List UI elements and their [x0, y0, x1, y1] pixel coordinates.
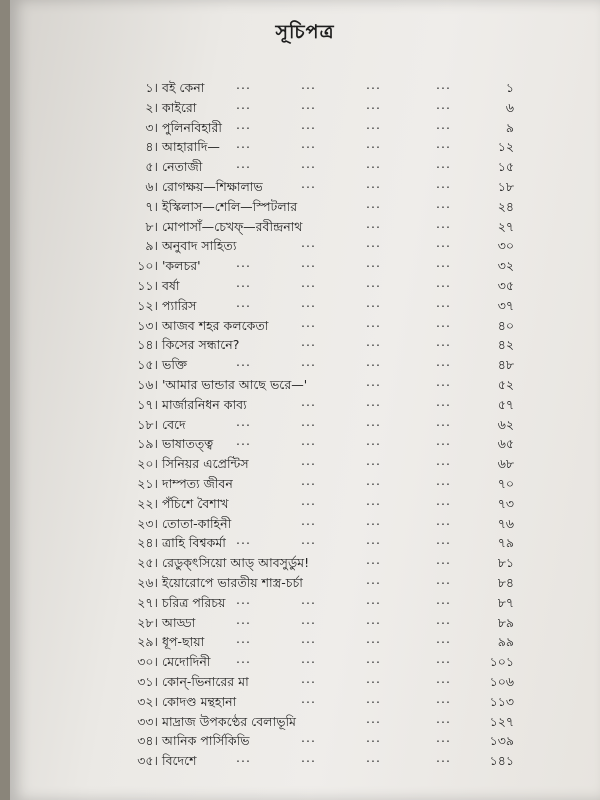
dot-leader-segment: ...	[436, 453, 451, 469]
dot-leader-segment: ...	[436, 651, 451, 667]
dot-leader-segment: ...	[436, 235, 451, 251]
toc-entry-title: চরিত্র পরিচয়	[162, 594, 226, 610]
toc-entry-number: ৬।	[145, 178, 158, 194]
toc-entry-page: ৯	[505, 119, 514, 135]
toc-entry	[116, 553, 514, 573]
toc-entry	[116, 197, 514, 217]
toc-entry-page: ১১৩	[489, 693, 514, 709]
dot-leader	[116, 573, 476, 593]
dot-leader-segment: ...	[366, 136, 381, 152]
dot-leader-segment: ...	[236, 532, 251, 548]
dot-leader-segment: ...	[436, 334, 451, 350]
dot-leader-segment: ...	[366, 611, 381, 627]
toc-entry-title: 'কলচর'	[162, 258, 201, 274]
toc-entry-number: ৭।	[145, 198, 158, 214]
toc-entry-number: ১৭।	[137, 396, 158, 412]
dot-leader-segment: ...	[436, 571, 451, 587]
toc-entry-number: ১৯।	[137, 436, 158, 452]
dot-leader	[116, 692, 476, 712]
dot-leader	[116, 652, 476, 672]
dot-leader-segment: ...	[436, 96, 451, 112]
dot-leader-segment: ...	[366, 255, 381, 271]
toc-entry-number: ৮।	[145, 218, 158, 234]
dot-leader-segment: ...	[236, 156, 251, 172]
dot-leader-segment: ...	[436, 156, 451, 172]
toc-entry-title: বিদেশে	[162, 753, 197, 769]
dot-leader-segment: ...	[366, 532, 381, 548]
toc-entry	[116, 692, 514, 712]
toc-entry-page: ৮১	[497, 555, 514, 571]
dot-leader-segment: ...	[366, 750, 381, 766]
dot-leader-segment: ...	[301, 136, 316, 152]
dot-leader-segment: ...	[436, 552, 451, 568]
dot-leader-segment: ...	[301, 730, 316, 746]
dot-leader-segment: ...	[366, 314, 381, 330]
toc-entry-number: ২০।	[137, 456, 158, 472]
dot-leader-segment: ...	[366, 512, 381, 528]
dot-leader-segment: ...	[366, 195, 381, 211]
dot-leader-segment: ...	[301, 156, 316, 172]
dot-leader-segment: ...	[366, 651, 381, 667]
toc-entry-page: ৪০	[497, 317, 514, 333]
dot-leader	[116, 672, 476, 692]
dot-leader-segment: ...	[301, 314, 316, 330]
dot-leader-segment: ...	[366, 552, 381, 568]
dot-leader-segment: ...	[236, 274, 251, 290]
dot-leader	[116, 177, 476, 197]
dot-leader-segment: ...	[366, 433, 381, 449]
dot-leader-segment: ...	[436, 710, 451, 726]
dot-leader	[116, 731, 476, 751]
dot-leader-segment: ...	[301, 690, 316, 706]
toc-entry-title: অনুবাদ সাহিত্য	[162, 238, 237, 254]
dot-leader-segment: ...	[436, 255, 451, 271]
dot-leader-segment: ...	[236, 631, 251, 647]
toc-entry-page: ১০১	[489, 654, 514, 670]
toc-entry-title: ধূপ-ছায়া	[162, 634, 205, 650]
dot-leader-segment: ...	[236, 611, 251, 627]
toc-entry-title: আনিক পার্সিকিভি	[162, 733, 250, 749]
dot-leader-segment: ...	[436, 136, 451, 152]
dot-leader-segment: ...	[366, 472, 381, 488]
dot-leader-segment: ...	[366, 393, 381, 409]
toc-entry-title: বই কেনা	[162, 80, 205, 95]
toc-entry-number: ১৩।	[137, 317, 158, 333]
dot-leader-segment: ...	[236, 433, 251, 449]
toc-entry-title: সিনিয়র এপ্রেন্টিস	[162, 456, 249, 472]
dot-leader-segment: ...	[436, 492, 451, 508]
dot-leader	[116, 415, 476, 435]
toc-entry-number: ১৬।	[137, 376, 158, 392]
dot-leader-segment: ...	[301, 255, 316, 271]
dot-leader-segment: ...	[436, 631, 451, 647]
dot-leader	[116, 335, 476, 355]
dot-leader-segment: ...	[366, 116, 381, 132]
dot-leader	[116, 197, 476, 217]
toc-entry-page: ১২	[497, 139, 514, 155]
toc-entry-number: ৯।	[145, 238, 158, 254]
dot-leader	[116, 434, 476, 454]
toc-entry-number: ১১।	[137, 277, 158, 293]
dot-leader	[116, 494, 476, 514]
dot-leader-segment: ...	[436, 512, 451, 528]
dot-leader-segment: ...	[436, 175, 451, 191]
dot-leader-segment: ...	[301, 413, 316, 429]
dot-leader-segment: ...	[436, 294, 451, 310]
toc-entry-page: ১৪১	[489, 753, 514, 769]
dot-leader	[116, 98, 476, 118]
toc-entry-title: রোগক্ষয়—শিক্ষালাভ	[162, 178, 263, 194]
dot-leader-segment: ...	[366, 453, 381, 469]
toc-entry-title: আড্ডা	[162, 614, 196, 630]
toc-entry-page: ৩৫	[497, 277, 514, 293]
toc-entry	[116, 751, 514, 771]
table-of-contents	[116, 78, 514, 771]
dot-leader	[116, 296, 476, 316]
toc-entry-number: ১৪।	[137, 337, 158, 353]
dot-leader-segment: ...	[436, 373, 451, 389]
toc-entry-page: ৬২	[497, 416, 514, 432]
dot-leader-segment: ...	[436, 611, 451, 627]
dot-leader-segment: ...	[366, 571, 381, 587]
toc-entry-page: ৬৫	[497, 436, 514, 452]
toc-entry	[116, 177, 514, 197]
dot-leader-segment: ...	[236, 255, 251, 271]
toc-entry-number: ৩৩।	[137, 713, 158, 729]
dot-leader	[116, 118, 476, 138]
dot-leader	[116, 375, 476, 395]
toc-entry	[116, 355, 514, 375]
dot-leader-segment: ...	[366, 413, 381, 429]
dot-leader-segment: ...	[301, 512, 316, 528]
toc-entry-number: ১২।	[137, 297, 158, 313]
dot-leader	[116, 454, 476, 474]
dot-leader-segment: ...	[436, 730, 451, 746]
toc-entry-number: ২৮।	[137, 614, 158, 630]
dot-leader	[116, 533, 476, 553]
dot-leader-segment: ...	[236, 96, 251, 112]
toc-entry-title: ভাষাতত্ত্ব	[162, 436, 214, 452]
dot-leader-segment: ...	[436, 690, 451, 706]
dot-leader-segment: ...	[366, 156, 381, 172]
dot-leader-segment: ...	[366, 710, 381, 726]
toc-entry-title: কোদণ্ড মন্থহানা	[162, 693, 237, 709]
dot-leader-segment: ...	[301, 750, 316, 766]
toc-entry-number: ২।	[145, 99, 158, 115]
toc-entry-page: ২৪	[497, 198, 514, 214]
toc-entry-title: কাইরো	[162, 99, 197, 115]
toc-entry-title: পঁচিশে বৈশাখ	[162, 495, 229, 511]
toc-entry-title: মেদোদিনী	[162, 654, 211, 670]
dot-leader-segment: ...	[436, 274, 451, 290]
toc-entry-title: প্যারিস	[162, 297, 197, 313]
toc-entry-page: ৭৯	[497, 535, 514, 551]
dot-leader	[116, 355, 476, 375]
dot-leader	[116, 78, 476, 98]
toc-entry-number: ২২।	[137, 495, 158, 511]
dot-leader-segment: ...	[436, 670, 451, 686]
toc-entry-number: ২৭।	[137, 594, 158, 610]
dot-leader-segment: ...	[436, 750, 451, 766]
dot-leader-segment: ...	[236, 116, 251, 132]
toc-entry-page: ৮৯	[497, 614, 514, 630]
toc-entry-title: 'আমার ভান্ডার আছে ভরে—'	[162, 376, 308, 392]
dot-leader-segment: ...	[301, 354, 316, 370]
toc-entry-title: পুলিনবিহারী	[162, 119, 223, 135]
dot-leader-segment: ...	[436, 354, 451, 370]
dot-leader	[116, 157, 476, 177]
toc-entry-number: ১৫।	[137, 357, 158, 373]
dot-leader-segment: ...	[301, 611, 316, 627]
toc-entry-number: ৩।	[145, 119, 158, 135]
dot-leader-segment: ...	[236, 354, 251, 370]
toc-entry-page: ৩২	[497, 258, 514, 274]
toc-entry-title: ইয়োরোপে ভারতীয় শাস্ত্র-চর্চা	[162, 574, 303, 590]
toc-entry-title: আজব শহর কলকেতা	[162, 317, 269, 333]
dot-leader	[116, 632, 476, 652]
dot-leader-segment: ...	[366, 492, 381, 508]
dot-leader	[116, 751, 476, 771]
dot-leader-segment: ...	[436, 591, 451, 607]
dot-leader-segment: ...	[301, 116, 316, 132]
toc-entry-page: ৭০	[497, 475, 514, 491]
dot-leader-segment: ...	[436, 215, 451, 231]
toc-entry-page: ৭৬	[497, 515, 514, 531]
dot-leader-segment: ...	[366, 294, 381, 310]
toc-entry-number: ৩৫।	[137, 753, 158, 769]
toc-entry-page: ১	[505, 80, 514, 95]
dot-leader-segment: ...	[301, 294, 316, 310]
dot-leader-segment: ...	[236, 591, 251, 607]
dot-leader-segment: ...	[366, 631, 381, 647]
dot-leader-segment: ...	[436, 77, 451, 92]
toc-entry-number: ১৮।	[137, 416, 158, 432]
toc-entry-number: ২৯।	[137, 634, 158, 650]
dot-leader-segment: ...	[236, 750, 251, 766]
toc-entry-page: ১৩৯	[489, 733, 514, 749]
toc-entry-number: ২৫।	[137, 555, 158, 571]
dot-leader-segment: ...	[301, 393, 316, 409]
dot-leader-segment: ...	[301, 334, 316, 350]
toc-entry-title: তোতা-কাহিনী	[162, 515, 232, 531]
dot-leader	[116, 712, 476, 732]
toc-entry-number: ৩০।	[137, 654, 158, 670]
toc-entry-page: ৩০	[497, 238, 514, 254]
toc-entry-page: ৬৮	[497, 456, 514, 472]
dot-leader	[116, 395, 476, 415]
toc-entry-number: ৪।	[145, 139, 158, 155]
dot-leader-segment: ...	[366, 215, 381, 231]
toc-entry-title: বেদে	[162, 416, 186, 432]
dot-leader	[116, 217, 476, 237]
dot-leader-segment: ...	[301, 77, 316, 92]
toc-entry-page: ৪২	[497, 337, 514, 353]
dot-leader-segment: ...	[301, 274, 316, 290]
dot-leader-segment: ...	[301, 532, 316, 548]
toc-entry-title: ত্রাহি বিশ্বকর্মা	[162, 535, 226, 551]
dot-leader-segment: ...	[236, 77, 251, 92]
dot-leader	[116, 316, 476, 336]
dot-leader-segment: ...	[366, 235, 381, 251]
dot-leader-segment: ...	[301, 591, 316, 607]
toc-entry-number: ২৩।	[137, 515, 158, 531]
toc-entry-title: ভক্তি	[162, 357, 188, 373]
dot-leader-segment: ...	[301, 96, 316, 112]
toc-entry-title: মোপাসাঁ—চেখফ্—রবীন্দ্রনাথ	[162, 218, 303, 234]
dot-leader-segment: ...	[436, 472, 451, 488]
dot-leader	[116, 236, 476, 256]
toc-entry-title: মার্জারনিধন কাব্য	[162, 396, 247, 412]
toc-entry-page: ৬	[505, 99, 514, 115]
dot-leader-segment: ...	[366, 591, 381, 607]
toc-entry-title: কোন্-ভিনারের মা	[162, 673, 249, 689]
toc-entry-page: ৮৪	[497, 574, 514, 590]
toc-entry-number: ৩৪।	[137, 733, 158, 749]
dot-leader	[116, 256, 476, 276]
toc-entry-page: ৫২	[497, 376, 514, 392]
dot-leader-segment: ...	[366, 354, 381, 370]
toc-entry-number: ২৬।	[137, 574, 158, 590]
dot-leader-segment: ...	[236, 651, 251, 667]
dot-leader-segment: ...	[366, 373, 381, 389]
dot-leader-segment: ...	[366, 96, 381, 112]
toc-entry-number: ৫।	[145, 159, 158, 175]
dot-leader-segment: ...	[366, 77, 381, 92]
dot-leader-segment: ...	[436, 393, 451, 409]
dot-leader-segment: ...	[236, 136, 251, 152]
dot-leader-segment: ...	[366, 175, 381, 191]
toc-entry-page: ১২৭	[489, 713, 514, 729]
page-title: সূচিপত্র	[275, 21, 335, 43]
toc-entry-number: ১।	[145, 80, 158, 95]
dot-leader-segment: ...	[366, 730, 381, 746]
toc-entry-number: ২১।	[137, 475, 158, 491]
toc-entry-page: ৫৭	[497, 396, 514, 412]
toc-entry-title: দাম্পত্য জীবন	[162, 475, 233, 491]
toc-entry-number: ৩২।	[137, 693, 158, 709]
dot-leader-segment: ...	[436, 433, 451, 449]
dot-leader	[116, 137, 476, 157]
dot-leader-segment: ...	[301, 492, 316, 508]
dot-leader-segment: ...	[301, 235, 316, 251]
toc-entry-number: ১০।	[137, 258, 158, 274]
dot-leader	[116, 593, 476, 613]
dot-leader-segment: ...	[236, 294, 251, 310]
toc-entry-title: রেডুক্‌ৎসিয়ো আড্ আবসুর্ডুম!	[162, 555, 310, 571]
dot-leader	[116, 474, 476, 494]
dot-leader-segment: ...	[236, 413, 251, 429]
dot-leader-segment: ...	[366, 334, 381, 350]
dot-leader-segment: ...	[436, 532, 451, 548]
toc-entry-page: ২৭	[497, 218, 514, 234]
dot-leader-segment: ...	[301, 453, 316, 469]
dot-leader-segment: ...	[301, 175, 316, 191]
toc-entry-title: কিসের সন্ধানে?	[162, 337, 240, 353]
toc-entry-page: ৯৯	[497, 634, 514, 650]
toc-entry-number: ২৪।	[137, 535, 158, 551]
toc-entry-title: বর্ষা	[162, 277, 180, 293]
book-page	[10, 0, 600, 800]
dot-leader-segment: ...	[366, 690, 381, 706]
toc-entry-page: ৮৭	[497, 594, 514, 610]
dot-leader	[116, 514, 476, 534]
dot-leader-segment: ...	[436, 413, 451, 429]
toc-entry-number: ৩১।	[137, 673, 158, 689]
toc-entry-page: ১৮	[497, 178, 514, 194]
dot-leader-segment: ...	[436, 116, 451, 132]
dot-leader	[116, 613, 476, 633]
toc-entry-page: ১০৬	[489, 673, 514, 689]
toc-entry-title: মাদ্রাজ উপকণ্ঠের বেলাভূমি	[162, 713, 296, 729]
toc-entry-title: আহারাদি—	[162, 139, 220, 155]
dot-leader-segment: ...	[301, 433, 316, 449]
dot-leader-segment: ...	[301, 670, 316, 686]
dot-leader-segment: ...	[366, 670, 381, 686]
toc-entry-page: ৩৭	[497, 297, 514, 313]
toc-entry	[116, 533, 514, 553]
dot-leader-segment: ...	[301, 651, 316, 667]
toc-entry-page: ১৫	[497, 159, 514, 175]
dot-leader-segment: ...	[436, 195, 451, 211]
dot-leader	[116, 276, 476, 296]
toc-entry-title: নেতাজী	[162, 159, 203, 175]
toc-entry-title: ইস্কিলাস—শেলি—স্পিটলার	[162, 198, 298, 214]
dot-leader-segment: ...	[366, 274, 381, 290]
toc-entry-page: ৭৩	[497, 495, 514, 511]
dot-leader-segment: ...	[301, 472, 316, 488]
toc-entry-page: ৪৮	[497, 357, 514, 373]
dot-leader	[116, 553, 476, 573]
dot-leader-segment: ...	[436, 314, 451, 330]
dot-leader-segment: ...	[301, 631, 316, 647]
